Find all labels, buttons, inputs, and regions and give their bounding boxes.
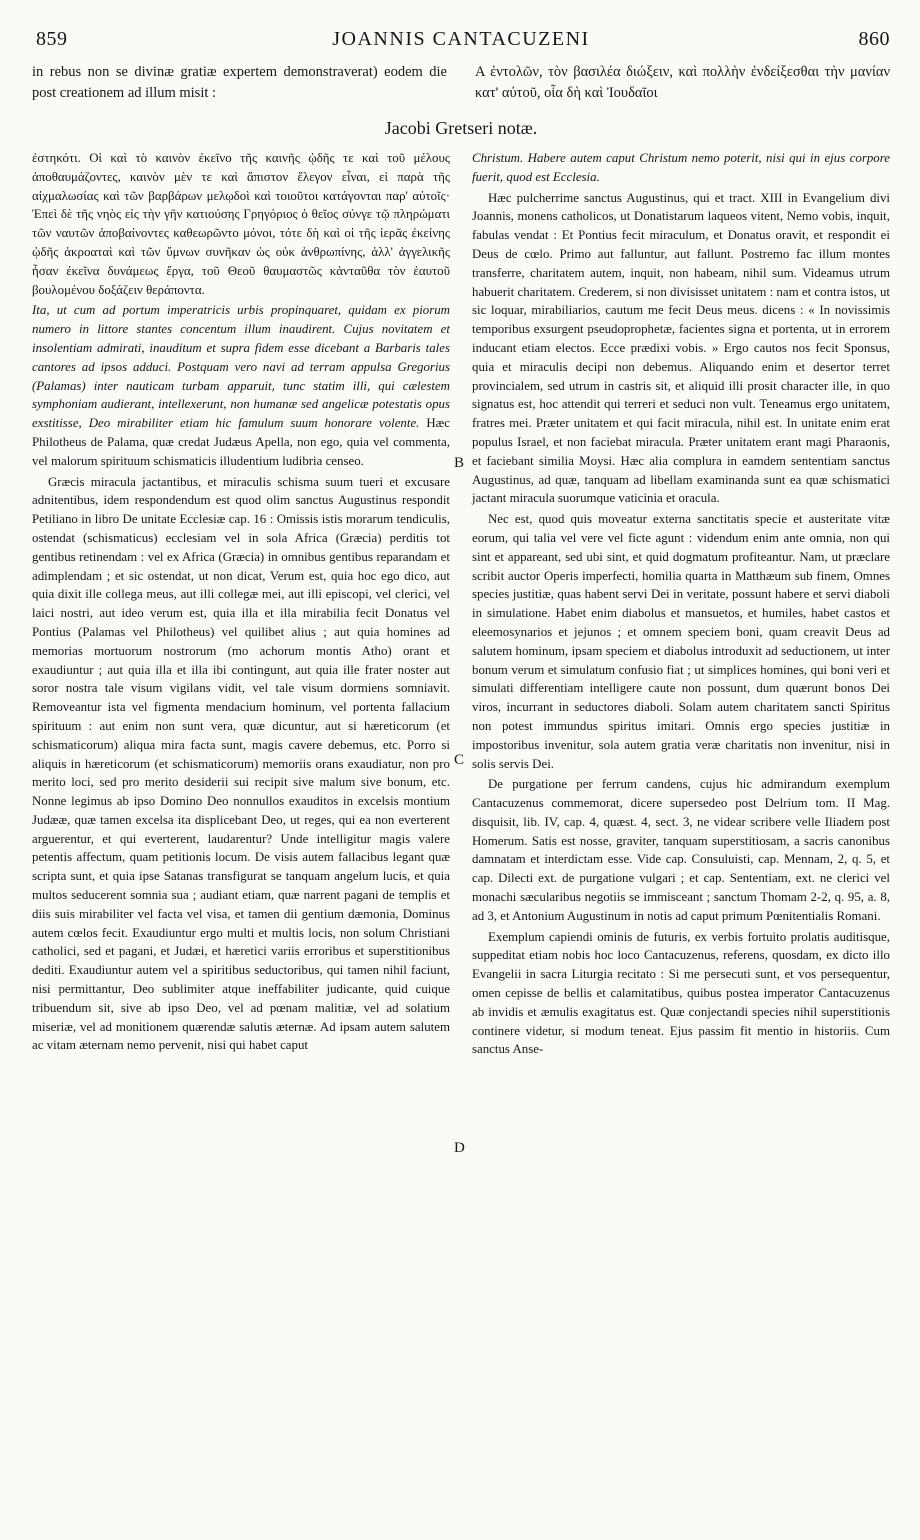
page [32,28,890,1061]
running-header [32,28,890,58]
notes-columns [32,149,890,1061]
main-text-row [32,62,890,104]
commentary-text: Hæc Philotheus de Palama, quæ credat Judæus Apella, non ego, quia vel commenta, vel malorum spirituum schismaticis illudentium ludibria censeo. [32,416,451,468]
latin-main-text [32,62,447,104]
latin-main-paragraph: in rebus non se divinæ gratiæ expertem demonstraverat) eodem die post creationem ad illum misit : [32,64,447,101]
notes-right-column [472,149,890,1061]
running-title: JOANNIS CANTACUZENI [332,28,590,50]
page-number-right: 860 [858,28,890,50]
greek-main-paragraph: ἐντολῶν, τὸν βασιλέα διώξειν, καὶ πολλὴν ἐνδείξεσθαι τὴν μανίαν κατ' αὐτοῦ, οἷα δὴ καὶ Ἰουδαῖοι [475,64,890,101]
marginal-letter-d: D [454,1140,465,1156]
greek-quotation: ἐστηκότι. Οἱ καὶ τὸ καινὸν ἐκεῖνο τῆς καινῆς ᾠδῆς τε καὶ τοῦ μέλους ἀποθαυμάζοντες, καινὸν μὲν τε καὶ ἄπιστον ἔλεγον εἶναι, εἰ παρὰ τῆς αἰχμαλωσίας καὶ τῶν βαρβάρων μελῳδοὶ καὶ τοιοῦτοι κατάγονται παρ' αὐτοῖς· Ἐπεὶ δὲ τῆς νηὸς εἰς τὴν γῆν κατιούσης Γρηγόριος ὁ θεῖος σύνγε τῷ πληρώματι τῶν ναυτῶν ἀποβαίνοντες καθεωρῶντο μόνοι, τότε δὴ καὶ οἱ τῆς ἱερᾶς ἐκείνης ᾠδῆς ἀκροαταὶ καὶ τῶν ὕμνων συνῆκαν ὡς οὐκ ἀνθρωπίνης, ἀλλ' ἀγγελικῆς ἦσαν ἐκεῖνα δυνάμεως ἔργα, τοῦ Θεοῦ θαυμαστῶς κἀνταῦθα τὸν ἑαυτοῦ βουλομένου δοξάζειν θεράποντα. [32,151,450,297]
notes-left-column [32,149,450,1061]
right-paragraph-3: Nec est, quod quis moveatur externa sanctitatis specie et austeritate vitæ eorum, qui talia vel vere vel ficte agunt : videndum enim ante omnia, non qui sint et appareant, sed ubi sint, et quid dogmatum profiteantur. Nam, ut præclare scribit auctor Operis imperfecti, homilia quarta in Matthæum sub finem, Omnes species justitiæ, quas habent servi Dei in veritate, possunt habere et servi diaboli in simulatione. Habet enim diabolus et mansuetos, et humiles, habet castos et eleemosynarios et jejunos ; et omnem speciem boni, quam creavit Deus ad salutem hominum, ipsam speciem et diabolus introduxit ad seductionem, ut inter bonum verum et simulatum confusio fiat ; ut simplices homines, qui boni veri et simulati differentiam intelligere caute non possunt, dum quærunt bonos Dei viros, incurrant in seductores diaboli. Solam autem charitatem sancti Spiritus non potest immundus spiritus imitari. Omnis ergo species justitiæ in impostoribus invenitur, sola autem gratia veræ charitatis non invenitur, nisi in solis servis Dei. [472,512,890,771]
latin-translation: Ita, ut cum ad portum imperatricis urbis propinquaret, quidam ex piorum numero in littore stantes concentum illum inaudirent. Cujus novitatem et insolentiam admirati, inauditum et supra fidem esse dicebant a Barbaris tales cantores ad ipsos adduci. Postquam vero navi ad terram appulsa Gregorius (Palamas) inter nauticam turbam apparuit, tunc statim illi, qui cælestem symphoniam audierant, intellexerunt, non humanæ sed angelicæ potestatis opus exstitisse, Deo mirabiliter etiam hic famulum suum honorare volente. [32,303,450,431]
augustine-paragraph: Græcis miracula jactantibus, et miraculis schisma suum tueri et excusare adnitentibus, idem respondendum est quod olim sanctus Augustinus respondit Petiliano in libro De unitate Ecclesiæ cap. 16 : Omissis istis morarum tendiculis, ostendat (schismaticus) ecclesiam vel in sola Africa (Græcia) perditis tot gentibus retinendam : vel ex Africa (Græcia) in omnibus gentibus reparandam et adimplendam ; et sic ostendat, ut non dicat, Verum est, quia hoc ego dico, aut quia dixit ille collega meus, aut illi collegæ mei, aut illi episcopi, vel clerici, vel laici nostri, aut ideo verum est, quia illa et illa mirabilia fecit Donatus vel Pontius (Palamas vel Philotheus) vel quilibet alius ; aut quia homines ad memorias mortuorum nostrorum (mo achorum montis Atho) orant et exaudiuntur ; aut quia illa et illa ibi contingunt, aut quia ille frater noster aut soror nostra tale visum vigilans vidit, vel tale visum dormiens somniavit. Removeantur ista vel figmenta mendacium hominum, vel portenta fallacium spirituum : aut enim non sunt vera, quæ dicuntur, aut si hæreticorum (et schismaticorum) aliqua mira facta sunt, magis cavere debemus, etc. Porro si aliquis in hæreticorum (et schismaticorum) memoriis orans exaudiatur, non pro merito loci, sed pro merito desiderii sui recipit sive malum sive bonum, etc. Nonne legimus ab ipso Domino Deo nonnullos exauditos in excelsis montium Judææ, quæ tamen excelsa ita displicebant Deo, ut reges, qui ea non everterent arguerentur, et qui everterent, laudarentur? Unde intelligitur magis valere petentis affectum, quam petitionis locum. De visis autem fallacibus legant quæ scripta sunt, et quia ipse Satanas transfigurat se tanquam angelum lucis, et quia multos seducerent somnia sua ; audiant etiam, quæ narrent pagani de templis et diis suis mirabiliter vel facta vel visa, et tamen dii gentium dæmonia, Dominus autem cœlos fecit. Exaudiuntur ergo multi et multis locis, non solum Christiani catholici, sed et pagani, et Judæi, et hæretici variis erroribus et superstitionibus dediti. Exaudiuntur autem vel a spiritibus seductoribus, qui tamen nihil faciunt, nisi permittantur, Deo sublimiter atque ineffabiliter judicante, quid cuique tribuendum sit, sive ab ipso Deo, vel ad pœnam malitiæ, vel ad solatium miseriæ, vel ad monitionem quærendæ salutis æternæ. Ad ipsam autem salutem ac vitam æternam nemo pervenit, nisi qui habet caput [32,474,450,1053]
marginal-letter-a: A [475,64,485,80]
notes-heading: Jacobi Gretseri notæ. [384,118,538,138]
right-paragraph-5: Exemplum capiendi ominis de futuris, ex verbis fortuito prolatis auditisque, suppeditat etiam nobis hoc loco Cantacuzenus, referens, quosdam, ex dicto illo Evangelii in sacra Liturgia recitato : Si me persecuti sunt, et vos persequentur, omen cepisse de bellis et calamitatibus, quibus postea imperator Cantacuzenus ab invidis et æmulis exagitatus est. Quæ conjectandi species nihil superstitionis continere videtur, si modum teneat. Ejus passim fit mentio in historiis. Cum sanctus Anse- [472,929,890,1057]
right-paragraph-1: Christum. Habere autem caput Christum nemo poterit, nisi qui in ejus corpore fuerit, quod est Ecclesia. [472,151,890,184]
marginal-letter-c: C [454,752,465,768]
greek-main-text [475,62,890,104]
right-paragraph-2: Hæc pulcherrime sanctus Augustinus, qui et tract. XIII in Evangelium divi Joannis, monens catholicos, ut Donatistarum laqueos vitent, Nemo vobis, inquit, fabulas vendat : Et Pontius fecit miraculum, et Donatus oravit, et respondit ei Deus de cœlo. Primo aut falluntur, aut fallunt. Postremo fac illum montes transferre, charitatem autem, inquit, non habeam, nihil sum. Videamus utrum habuerit charitatem. Crederem, si non divisisset unitatem : nam et contra istos, ut sic loquar, mirabiliarios, cautum me fecit Deus meus. dicens : « In novissimis temporibus exsurgent pseudoprophetæ, facientes signa et portenta, ut in errorem inducant etiam electos. Ecce prædixi vobis. » Ergo cautos nos fecit Sponsus, quia et miraculis decipi non debemus. Aliquando enim et desertor terret provincialem, sed utrum in castris sit, et aliquid illi prosit character ille, in quo signatus est, hoc attendit qui terreri et seduci non vult. Teneamus ergo unitatem, fratres mei. Præter unitatem et qui facit miracula, nihil est. In unitate enim erat populus Israel, et non faciebat miracula. Præter unitatem erant magi Pharaonis, et faciebant similia Moysi. Hæc alia complura in eamdem sententiam sanctus Augustinus, ad quæ, tanquam ad libellam examinanda sunt ea quæ schismatici jactant miracula suorumque vaticinia et oracula. [472,190,890,506]
marginal-letter-b: B [454,455,465,471]
right-paragraph-4: De purgatione per ferrum candens, cujus hic admirandum exemplum Cantacuzenus commemorat, dicere supersedeo post Delrium tom. II Mag. disquisit, lib. IV, cap. 4, quæst. 4, sect. 3, ne videar scribere velle Iliadem post Homerum. Satis est nosse, graviter, tanquam superstitiosam, a sacris canonibus damnatam et interdictam esse. Vide cap. Consuluisti, cap. Mennam, 2, q. 5, et cap. Dilecti ext. de purgatione vulgari ; et cap. Sententiam, ext. ne clerici vel monachi sæcularibus negotiis se immisceant ; sanctum Thomam 2-2, q. 95, a. 8, ad 3, et Antonium Augustinum in notis ad caput primum Pœnitentialis Romani. [472,777,890,923]
page-number-left: 859 [36,28,68,50]
